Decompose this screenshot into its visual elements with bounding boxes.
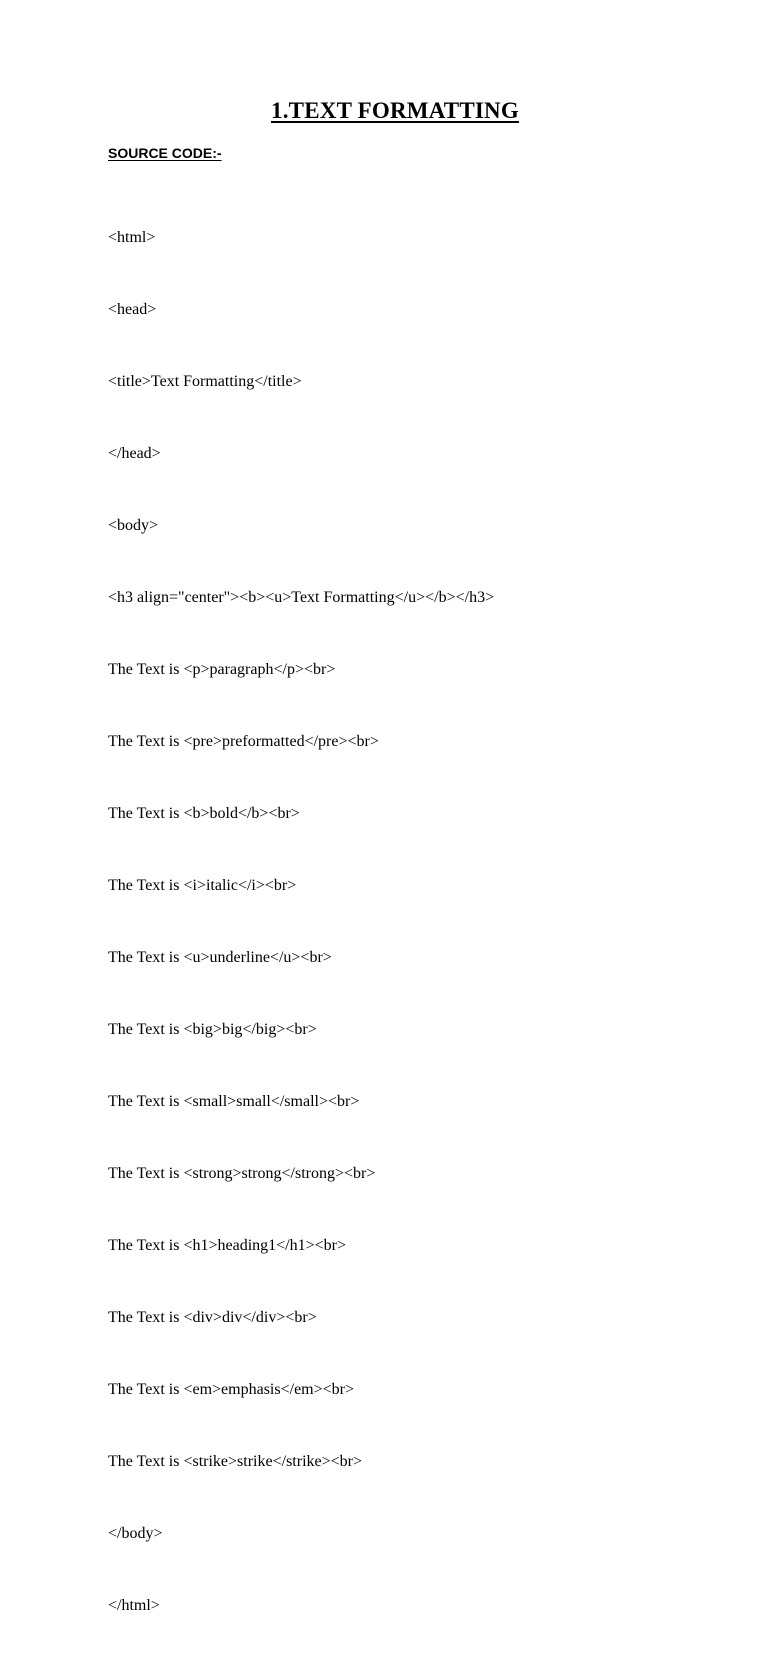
code-line: <title>Text Formatting</title> — [108, 373, 302, 390]
source-code-label: SOURCE CODE:- — [108, 145, 222, 161]
code-line: The Text is <b>bold</b><br> — [108, 805, 300, 822]
code-line: </body> — [108, 1525, 163, 1542]
code-line: The Text is <big>big</big><br> — [108, 1021, 317, 1038]
code-line: </head> — [108, 445, 161, 462]
code-line: The Text is <small>small</small><br> — [108, 1093, 360, 1110]
code-line: The Text is <h1>heading1</h1><br> — [108, 1237, 347, 1254]
code-line: The Text is <i>italic</i><br> — [108, 877, 297, 894]
page-title: 1.TEXT FORMATTING — [271, 98, 519, 123]
code-line: The Text is <pre>preformatted</pre><br> — [108, 733, 379, 750]
code-line: The Text is <u>underline</u><br> — [108, 949, 332, 966]
code-line: The Text is <p>paragraph</p><br> — [108, 661, 336, 678]
code-line: <body> — [108, 517, 159, 534]
code-line: The Text is <em>emphasis</em><br> — [108, 1381, 355, 1398]
code-line: </html> — [108, 1597, 160, 1614]
code-line: The Text is <strong>strong</strong><br> — [108, 1165, 376, 1182]
code-line: <head> — [108, 301, 157, 318]
code-line: The Text is <div>div</div><br> — [108, 1309, 317, 1326]
code-line: <h3 align="center"><b><u>Text Formatting</u></b></h3> — [108, 589, 495, 606]
code-line: The Text is <strike>strike</strike><br> — [108, 1453, 363, 1470]
source-code-block — [108, 178, 494, 1666]
code-line: <html> — [108, 229, 156, 246]
